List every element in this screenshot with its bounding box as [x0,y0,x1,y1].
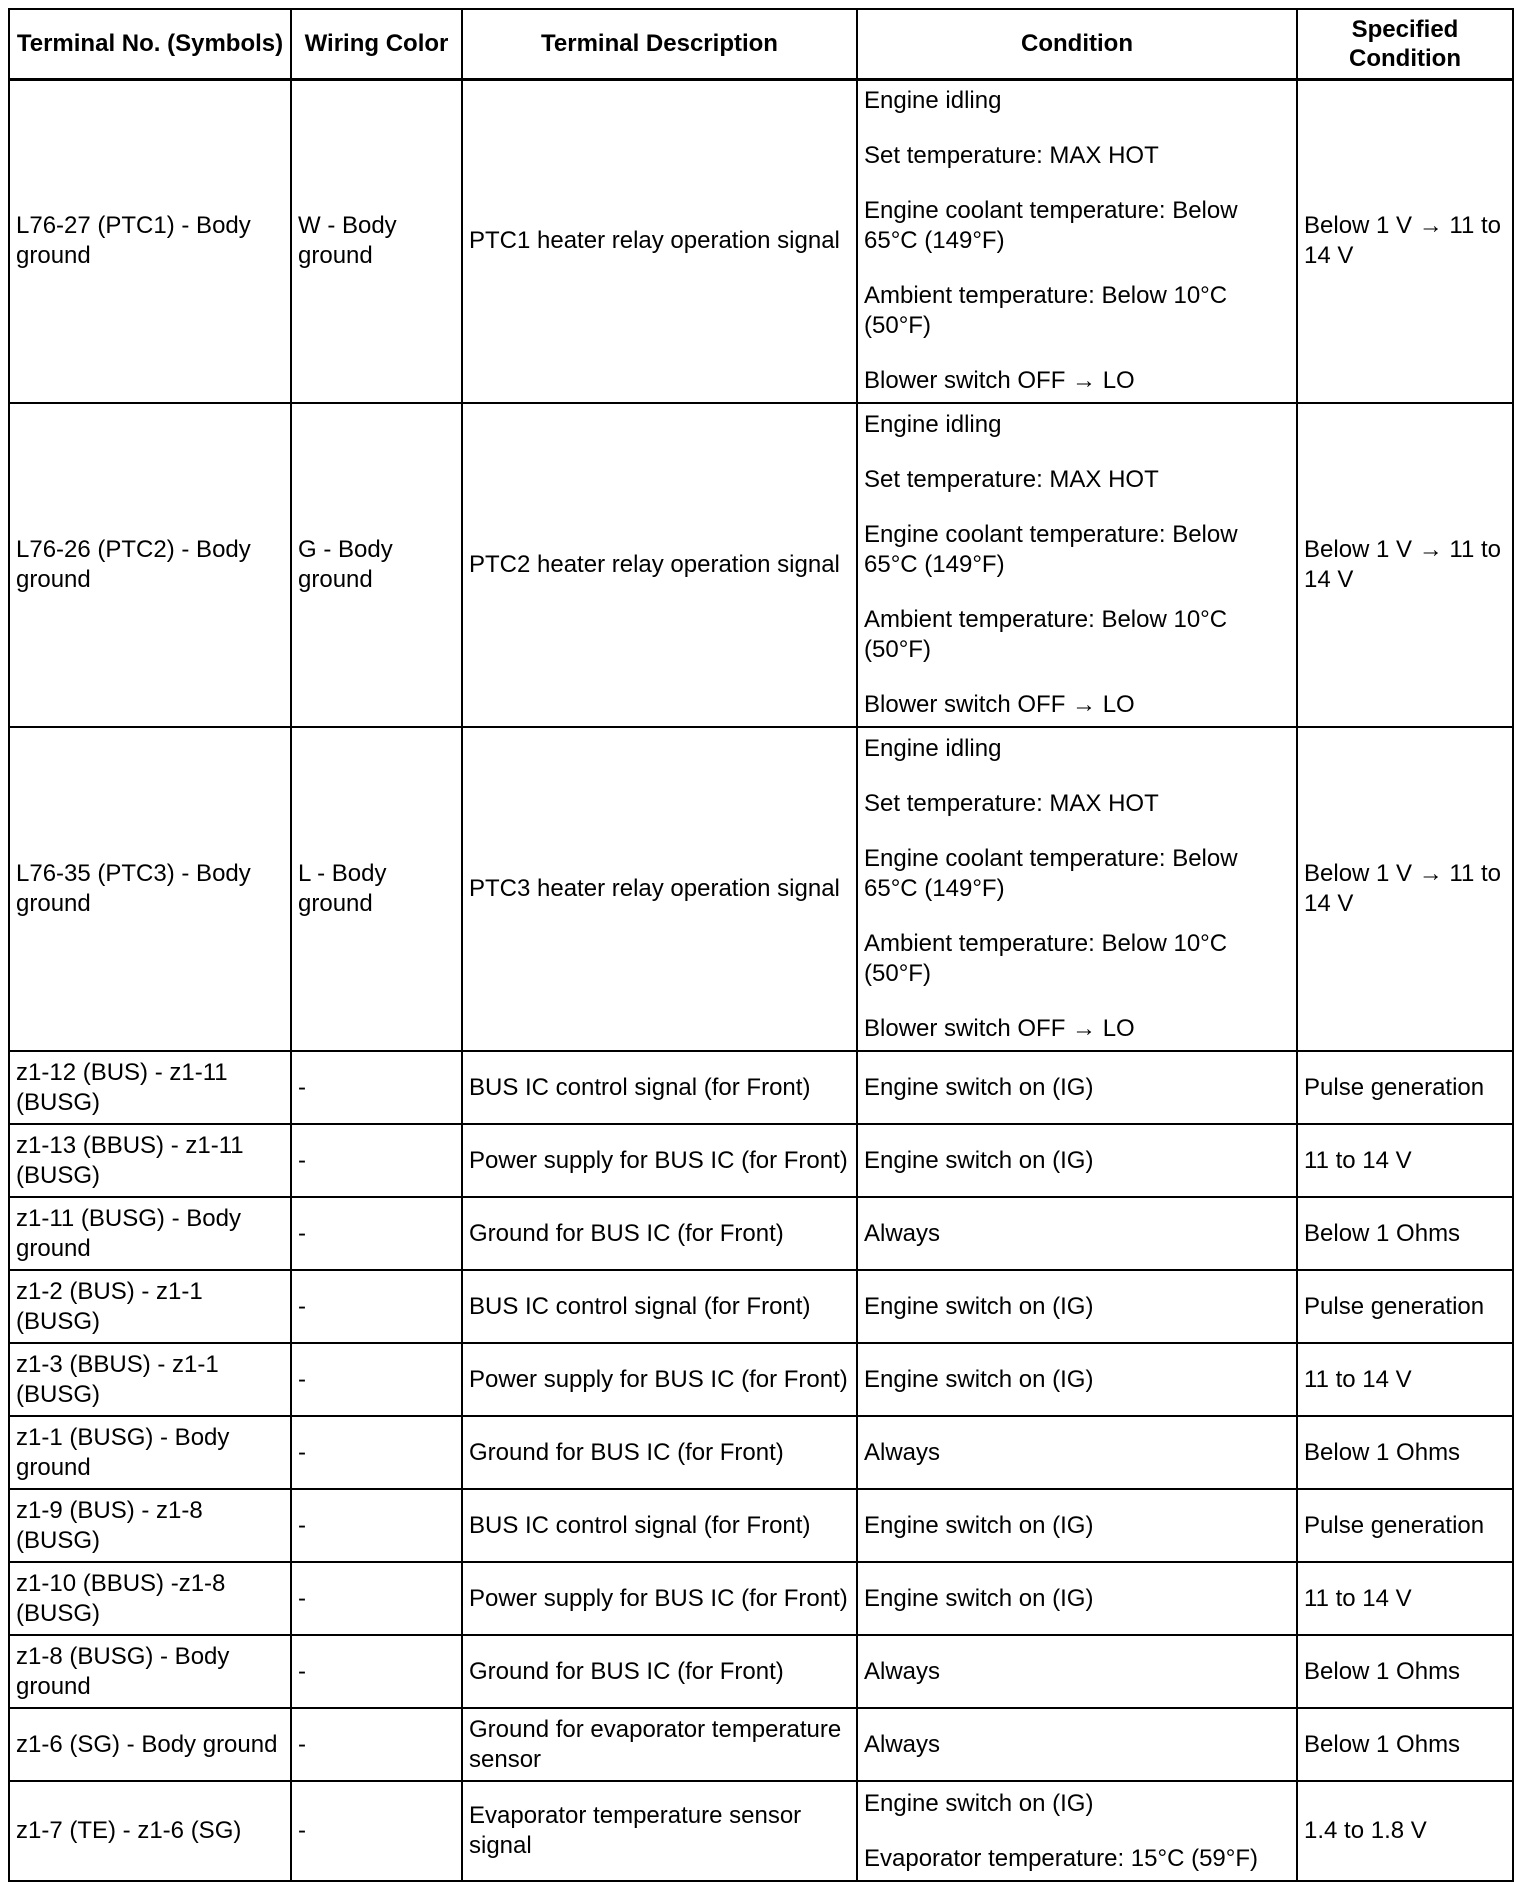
cell-description: BUS IC control signal (for Front) [462,1270,857,1343]
terminal-spec-table [8,8,1514,1882]
cell-condition [857,1416,1297,1489]
condition-line: Engine idling [864,735,1002,762]
table-row [9,1781,1513,1881]
cell-condition [857,1124,1297,1197]
cell-wiring-color: G - Body ground [291,403,462,727]
table-row [9,1416,1513,1489]
cell-terminal: z1-12 (BUS) - z1-11 (BUSG) [9,1051,291,1124]
condition-line: Engine switch on (IG) [864,1292,1094,1320]
header-specified-condition: Specified Condition [1297,9,1513,79]
cell-specified: Below 1 V → 11 to 14 V [1297,727,1513,1051]
cell-condition [857,79,1297,403]
table-row [9,1708,1513,1781]
cell-specified: Pulse generation [1297,1270,1513,1343]
condition-line: Engine switch on (IG) [864,1073,1094,1101]
cell-specified: 1.4 to 1.8 V [1297,1781,1513,1881]
condition-line: Ambient temperature: Below 10°C (50°F) [864,606,1228,663]
table-row [9,1343,1513,1416]
cell-specified: Below 1 Ohms [1297,1708,1513,1781]
condition-line: Engine switch on (IG) [864,1584,1094,1612]
cell-specified: Below 1 Ohms [1297,1197,1513,1270]
cell-terminal: z1-2 (BUS) - z1-1 (BUSG) [9,1270,291,1343]
cell-wiring-color: - [291,1343,462,1416]
cell-wiring-color: - [291,1635,462,1708]
condition-line: Always [864,1438,941,1466]
table-row [9,1489,1513,1562]
condition-line: Engine idling [864,411,1002,438]
table-row [9,79,1513,403]
cell-condition [857,1489,1297,1562]
cell-terminal: z1-6 (SG) - Body ground [9,1708,291,1781]
cell-specified: Pulse generation [1297,1051,1513,1124]
cell-description: PTC1 heater relay operation signal [462,79,857,403]
cell-terminal: L76-35 (PTC3) - Body ground [9,727,291,1051]
cell-condition [857,1708,1297,1781]
cell-wiring-color: - [291,1781,462,1881]
cell-description: Power supply for BUS IC (for Front) [462,1562,857,1635]
cell-specified: Pulse generation [1297,1489,1513,1562]
cell-description: Ground for evaporator temperature sensor [462,1708,857,1781]
condition-line: Engine switch on (IG) [864,1789,1094,1817]
cell-wiring-color: W - Body ground [291,79,462,403]
cell-wiring-color: - [291,1562,462,1635]
cell-condition [857,1197,1297,1270]
condition-line: Engine switch on (IG) [864,1365,1094,1393]
cell-wiring-color: L - Body ground [291,727,462,1051]
condition-line: Engine switch on (IG) [864,1511,1094,1539]
condition-line: Blower switch OFF → LO [864,367,1135,395]
cell-condition [857,1781,1297,1881]
cell-terminal: z1-9 (BUS) - z1-8 (BUSG) [9,1489,291,1562]
condition-line: Engine coolant temperature: Below 65°C (149°F) [864,845,1238,902]
cell-condition [857,1343,1297,1416]
cell-description: Ground for BUS IC (for Front) [462,1197,857,1270]
condition-line: Engine coolant temperature: Below 65°C (149°F) [864,521,1238,578]
condition-line: Ambient temperature: Below 10°C (50°F) [864,282,1228,340]
cell-specified: Below 1 Ohms [1297,1635,1513,1708]
condition-line: Set temperature: MAX HOT [864,790,1159,817]
condition-line: Blower switch OFF → LO [864,1015,1135,1042]
condition-line: Always [864,1730,941,1758]
cell-condition [857,1562,1297,1635]
cell-specified: Below 1 V → 11 to 14 V [1297,79,1513,403]
table-row [9,1051,1513,1124]
cell-description: BUS IC control signal (for Front) [462,1051,857,1124]
cell-wiring-color: - [291,1124,462,1197]
cell-terminal: L76-26 (PTC2) - Body ground [9,403,291,727]
cell-wiring-color: - [291,1489,462,1562]
cell-condition [857,1051,1297,1124]
cell-wiring-color: - [291,1416,462,1489]
condition-line: Engine idling [864,87,1002,115]
header-wiring-color: Wiring Color [291,9,462,79]
cell-specified: 11 to 14 V [1297,1562,1513,1635]
header-terminal: Terminal No. (Symbols) [9,9,291,79]
condition-line: Engine switch on (IG) [864,1146,1094,1174]
cell-specified: Below 1 V → 11 to 14 V [1297,403,1513,727]
table-row [9,1562,1513,1635]
cell-wiring-color: - [291,1708,462,1781]
condition-line: Evaporator temperature: 15°C (59°F) [864,1844,1259,1872]
header-row [9,9,1513,79]
cell-description: BUS IC control signal (for Front) [462,1489,857,1562]
condition-line: Set temperature: MAX HOT [864,142,1159,170]
header-terminal-description: Terminal Description [462,9,857,79]
cell-terminal: z1-7 (TE) - z1-6 (SG) [9,1781,291,1881]
cell-description: Power supply for BUS IC (for Front) [462,1343,857,1416]
table-row [9,1124,1513,1197]
cell-condition [857,1270,1297,1343]
cell-terminal: L76-27 (PTC1) - Body ground [9,79,291,403]
cell-terminal: z1-11 (BUSG) - Body ground [9,1197,291,1270]
table-row [9,727,1513,1051]
cell-condition [857,403,1297,727]
cell-description: Ground for BUS IC (for Front) [462,1416,857,1489]
cell-specified: Below 1 Ohms [1297,1416,1513,1489]
cell-terminal: z1-8 (BUSG) - Body ground [9,1635,291,1708]
condition-line: Set temperature: MAX HOT [864,466,1159,493]
cell-condition [857,1635,1297,1708]
cell-specified: 11 to 14 V [1297,1124,1513,1197]
cell-description: PTC3 heater relay operation signal [462,727,857,1051]
table-row [9,403,1513,727]
table-row [9,1635,1513,1708]
condition-line: Always [864,1219,941,1247]
cell-description: PTC2 heater relay operation signal [462,403,857,727]
cell-terminal: z1-13 (BBUS) - z1-11 (BUSG) [9,1124,291,1197]
cell-terminal: z1-10 (BBUS) -z1-8 (BUSG) [9,1562,291,1635]
cell-condition [857,727,1297,1051]
condition-line: Always [864,1657,941,1685]
condition-line: Blower switch OFF → LO [864,691,1135,718]
header-condition: Condition [857,9,1297,79]
table-row [9,1270,1513,1343]
cell-terminal: z1-3 (BBUS) - z1-1 (BUSG) [9,1343,291,1416]
cell-description: Power supply for BUS IC (for Front) [462,1124,857,1197]
cell-wiring-color: - [291,1270,462,1343]
cell-specified: 11 to 14 V [1297,1343,1513,1416]
cell-wiring-color: - [291,1051,462,1124]
cell-description: Ground for BUS IC (for Front) [462,1635,857,1708]
cell-wiring-color: - [291,1197,462,1270]
cell-description: Evaporator temperature sensor signal [462,1781,857,1881]
cell-terminal: z1-1 (BUSG) - Body ground [9,1416,291,1489]
condition-line: Ambient temperature: Below 10°C (50°F) [864,930,1228,987]
condition-line: Engine coolant temperature: Below 65°C (149°F) [864,197,1238,255]
table-row [9,1197,1513,1270]
